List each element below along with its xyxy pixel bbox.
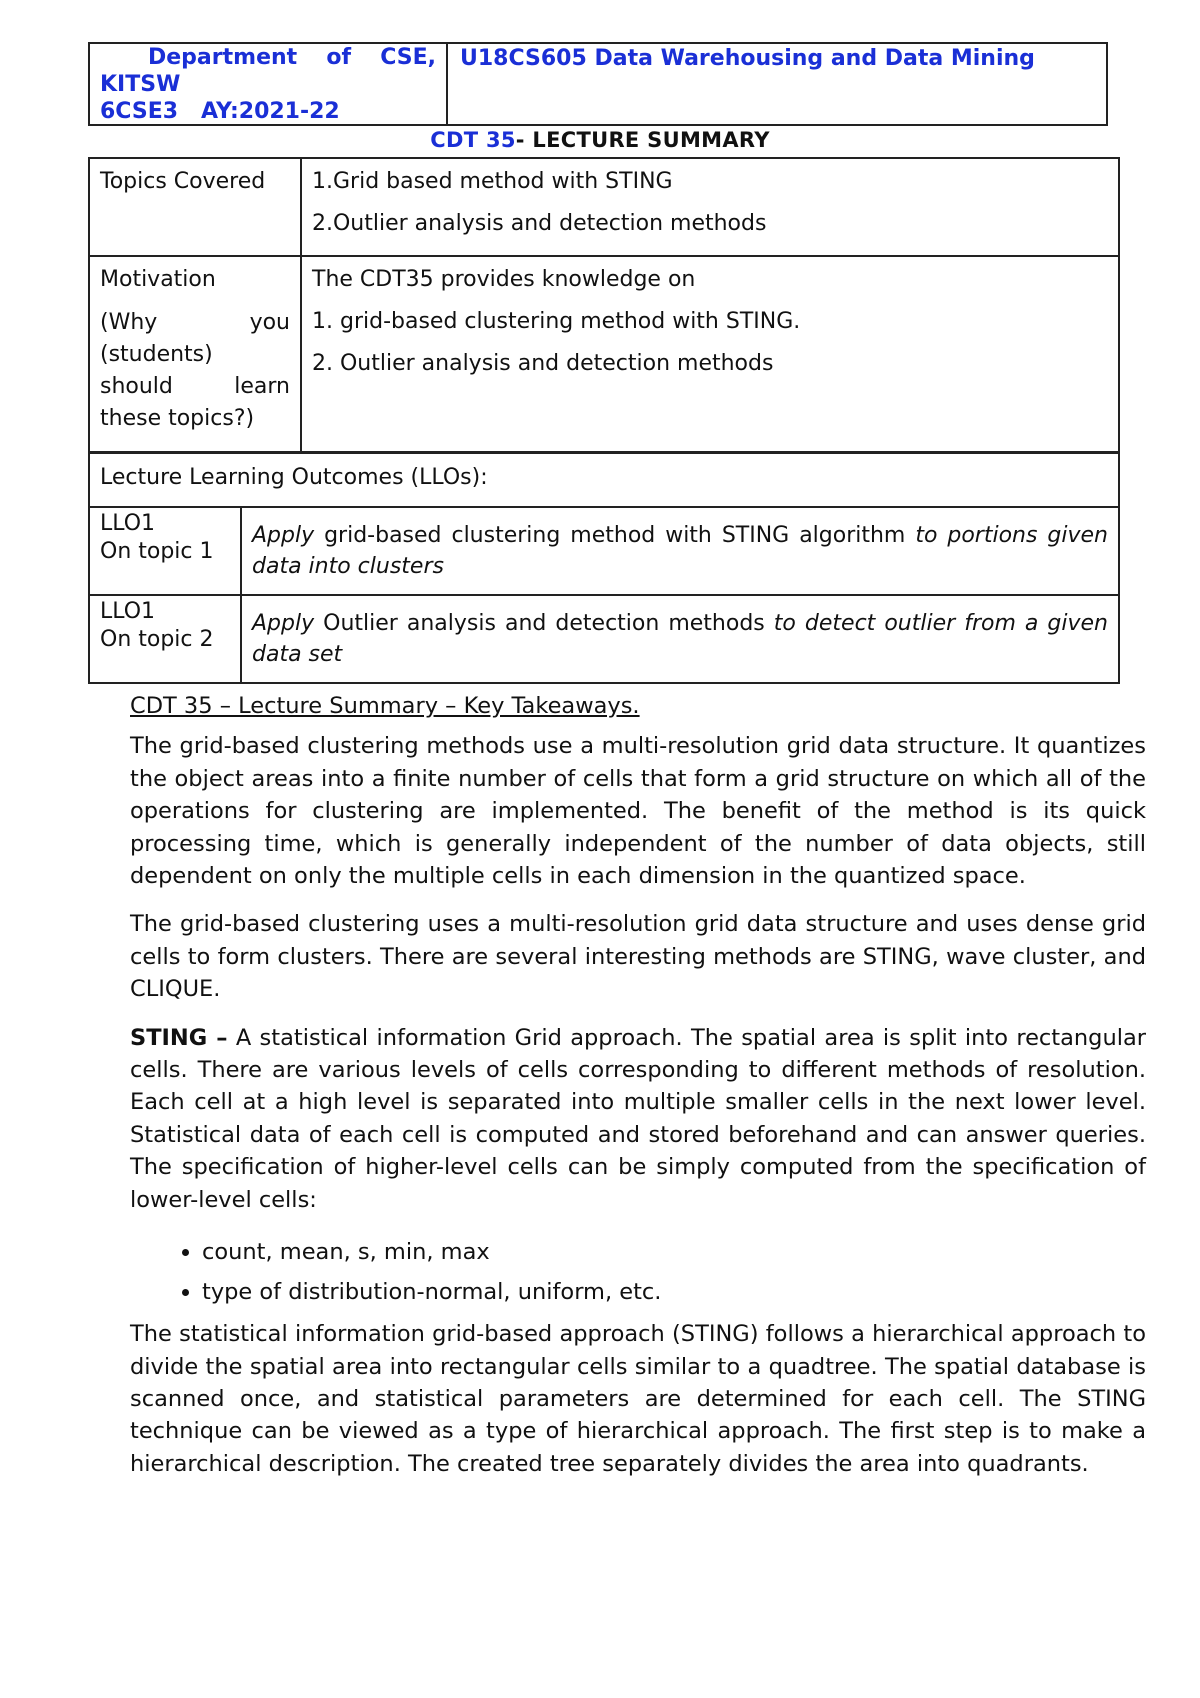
llo-middle: Outlier analysis and detection methods xyxy=(314,611,774,636)
paragraph-3-text: A statistical information Grid approach. The spatial area is split into rectangular cells. There are various levels of cells corresponding to different methods of resolution. Each cell at a high level is separated into multiple smaller cells in the next lower level. Statistical data of each cell is computed and stored beforehand and can answer queries. The specification of higher-level cells can be simply computed from the specification of lower-level cells: xyxy=(130,1024,1146,1213)
topics-label: Topics Covered xyxy=(100,169,266,194)
course-cell xyxy=(448,44,1106,124)
paragraph-2: The grid-based clustering uses a multi-resolution grid data structure and uses dense grid cells to form clusters. There are several interesting methods are STING, wave cluster, and CLIQUE. xyxy=(130,911,1146,1003)
llo-id: LLO1 xyxy=(100,599,156,624)
llo-topic: On topic 1 xyxy=(100,539,214,564)
motivation-item-2: 2. Outlier analysis and detection methods xyxy=(312,351,774,376)
motivation-label: Motivation xyxy=(100,267,216,292)
llo-verb: Apply xyxy=(252,611,315,636)
llo-verb: Apply xyxy=(252,523,315,548)
summary-body xyxy=(130,690,1146,1496)
topics-content-cell xyxy=(301,158,1119,256)
summary-table xyxy=(88,157,1120,453)
llo-id: LLO1 xyxy=(100,511,156,536)
llo-heading: Lecture Learning Outcomes (LLOs): xyxy=(100,465,488,490)
department-line: Department of CSE, xyxy=(148,45,436,70)
llo-text-cell xyxy=(241,595,1119,683)
key-takeaways-heading: CDT 35 – Lecture Summary – Key Takeaways. xyxy=(130,693,640,719)
motivation-label-cell xyxy=(89,256,301,452)
llo-purpose: to detect outlier from a given data set xyxy=(252,611,1108,667)
llo-label-cell xyxy=(89,507,241,595)
header-table xyxy=(88,42,1108,126)
page-title xyxy=(0,128,1200,152)
bullet-list xyxy=(130,1232,1146,1312)
llo-topic: On topic 2 xyxy=(100,627,214,652)
llo-heading-row xyxy=(89,453,1119,507)
llo-heading-cell xyxy=(89,453,1119,507)
llo-table xyxy=(88,452,1120,684)
paragraph-1: The grid-based clustering methods use a multi-resolution grid data structure. It quantizes the object areas into a finite number of cells that form a grid structure on which all of the operations for clustering are implemented. The benefit of the method is its quick processing time, which is generally independent of the number of data objects, still dependent on only the multiple cells in each dimension in the quantized space. xyxy=(130,733,1146,890)
topics-label-cell xyxy=(89,158,301,256)
list-item: • type of distribution-normal, uniform, etc. xyxy=(202,1272,1146,1312)
llo-row xyxy=(89,595,1119,683)
department-cell xyxy=(90,44,448,124)
list-item: • count, mean, s, min, max xyxy=(202,1232,1146,1272)
topic-item-1: 1.Grid based method with STING xyxy=(312,169,673,194)
llo-text-cell xyxy=(241,507,1119,595)
llo-label-cell xyxy=(89,595,241,683)
title-rest: - LECTURE SUMMARY xyxy=(515,128,770,152)
topic-item-2: 2.Outlier analysis and detection methods xyxy=(312,211,767,236)
motivation-intro: The CDT35 provides knowledge on xyxy=(312,267,696,292)
motivation-sublabel: (Why you (students) should learn these topics?) xyxy=(100,310,290,431)
sting-term: STING – xyxy=(130,1024,228,1051)
llo-row xyxy=(89,507,1119,595)
motivation-row xyxy=(89,256,1119,452)
llo-text xyxy=(252,520,1108,582)
paragraph-3 xyxy=(130,1022,1146,1216)
paragraph-4: The statistical information grid-based approach (STING) follows a hierarchical approach to divide the spatial area into rectangular cells similar to a quadtree. The spatial database is scanned once, and statistical parameters are determined for each cell. The STING technique can be viewed as a type of hierarchical approach. The first step is to make a hierarchical description. The created tree separately divides the area into quadrants. xyxy=(130,1321,1146,1477)
motivation-content-cell xyxy=(301,256,1119,452)
section-year-line: 6CSE3 AY:2021-22 xyxy=(100,99,340,124)
course-title: U18CS605 Data Warehousing and Data Mining xyxy=(460,46,1035,71)
title-code: CDT 35 xyxy=(430,128,516,152)
llo-text xyxy=(252,608,1108,670)
llo-middle: grid-based clustering method with STING algorithm xyxy=(314,523,916,548)
llo-purpose: to portions given data into clusters xyxy=(252,523,1108,579)
topics-row xyxy=(89,158,1119,256)
motivation-item-1: 1. grid-based clustering method with STING. xyxy=(312,309,801,334)
institute-line: KITSW xyxy=(100,72,181,97)
